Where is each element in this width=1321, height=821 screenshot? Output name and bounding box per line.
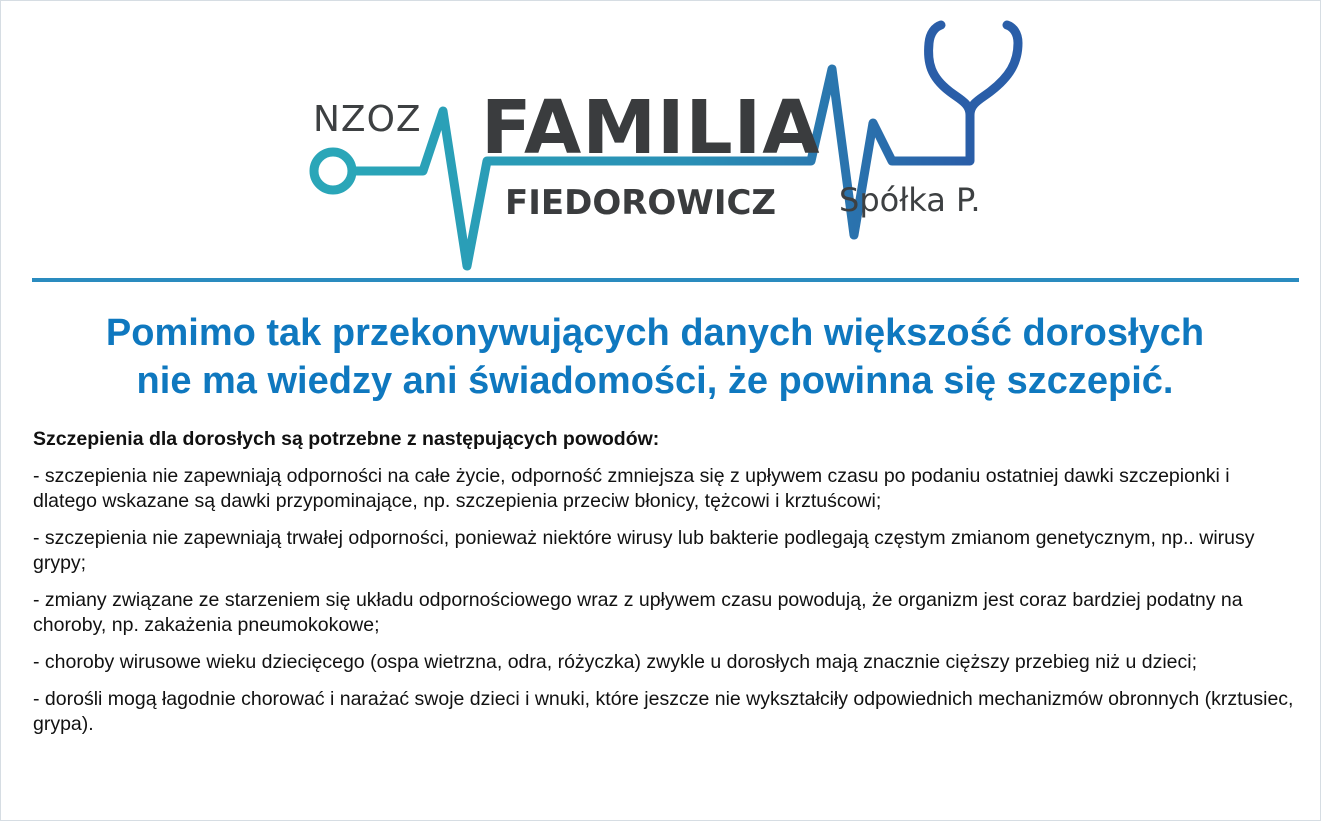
reasons-intro: Szczepienia dla dorosłych są potrzebne z następujących powodów: [33, 428, 660, 450]
clinic-logo [291, 11, 1031, 281]
reasons-section [33, 427, 1298, 749]
page-headline [31, 309, 1279, 405]
logo-familia-text: FAMILIA [481, 85, 821, 171]
logo-nzoz-text: NZOZ [313, 99, 422, 140]
headline-line-2: nie ma wiedzy ani świadomości, że powinna się szczepić. [136, 360, 1174, 402]
logo-spolka-text: Spółka P. [839, 181, 981, 219]
reason-item-1: - szczepienia nie zapewniają odporności na całe życie, odporność zmniejsza się z upływem czasu po podaniu ostatniej dawki szczepionki i dlatego wskazane są dawki przypominające, np. szczepienia przeciw błonicy, tężcowi i krztuścowi; [33, 465, 1230, 512]
header-divider [32, 278, 1299, 282]
reason-item-4: - choroby wirusowe wieku dziecięcego (ospa wietrzna, odra, różyczka) zwykle u dorosłych mają znacznie cięższy przebieg niż u dzieci; [33, 651, 1197, 673]
reason-item-2: - szczepienia nie zapewniają trwałej odporności, ponieważ niektóre wirusy lub bakterie podlegają częstym zmianom genetycznym, np.. wirusy grypy; [33, 527, 1255, 574]
reason-item-3: - zmiany związane ze starzeniem się układu odpornościowego wraz z upływem czasu powodują, że organizm jest coraz bardziej podatny na choroby, np. zakażenia pneumokokowe; [33, 589, 1243, 636]
logo-fiedorowicz-text: FIEDOROWICZ [505, 183, 777, 223]
reason-item-5: - dorośli mogą łagodnie chorować i narażać swoje dzieci i wnuki, które jeszcze nie wykształciły odpowiednich mechanizmów obronnych (krztusiec, grypa). [33, 688, 1294, 735]
headline-line-1: Pomimo tak przekonywujących danych większość dorosłych [105, 312, 1205, 354]
